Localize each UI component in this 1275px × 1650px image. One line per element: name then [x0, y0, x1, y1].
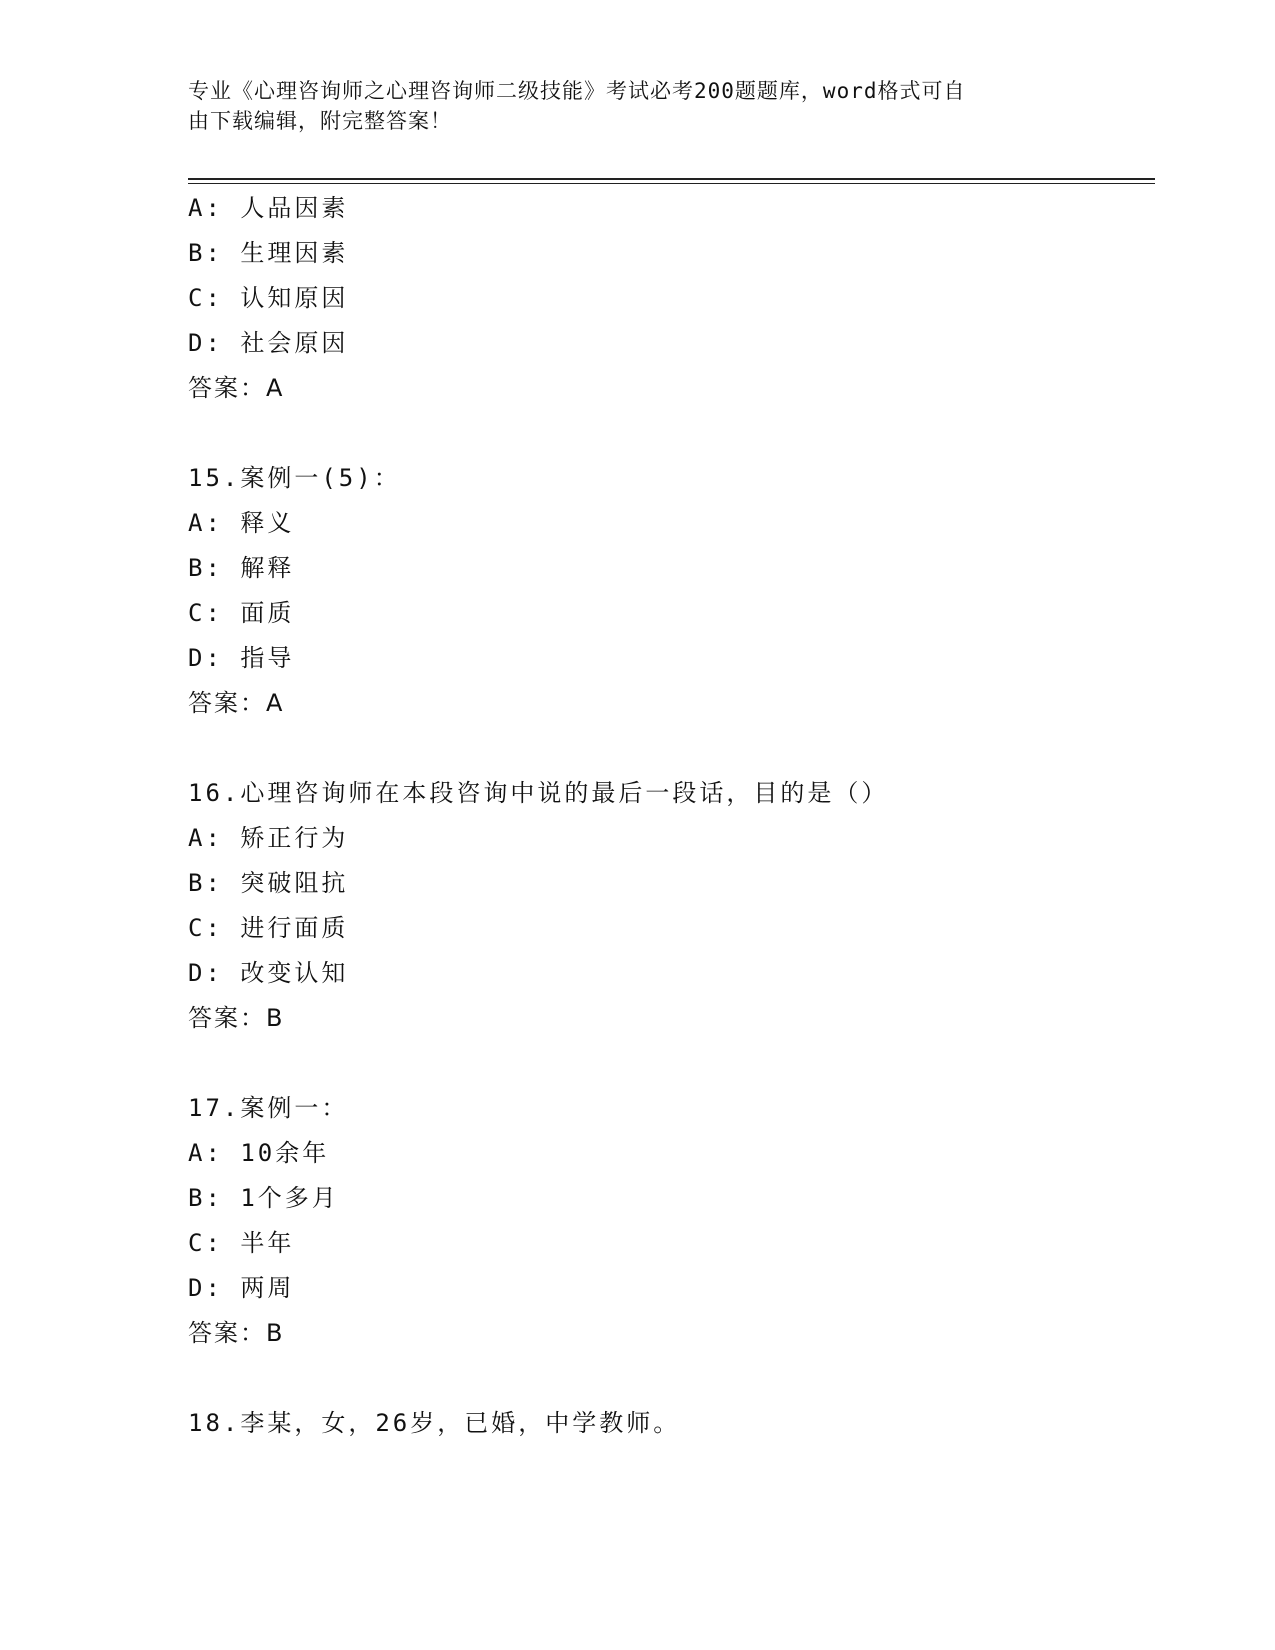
q15-option-c: C: 面质 — [188, 599, 295, 627]
q16-option-c: C: 进行面质 — [188, 914, 349, 942]
header-divider-thick — [188, 178, 1155, 180]
q15-title: 15.案例一(5)： — [188, 464, 401, 492]
q14-option-a: A: 人品因素 — [188, 194, 349, 222]
q17-option-b: B: 1个多月 — [188, 1184, 339, 1212]
q17-title: 17.案例一： — [188, 1094, 349, 1122]
q15-option-a: A: 释义 — [188, 509, 295, 537]
q14-option-b: B: 生理因素 — [188, 239, 349, 267]
q14-option-c: C: 认知原因 — [188, 284, 349, 312]
q16-option-d: D: 改变认知 — [188, 959, 349, 987]
q16-answer: 答案：B — [188, 1004, 285, 1032]
header-divider-thin — [188, 183, 1155, 184]
q14-answer: 答案：A — [188, 374, 285, 402]
q15-option-d: D: 指导 — [188, 644, 295, 672]
q16-option-a: A: 矫正行为 — [188, 824, 349, 852]
q17-answer: 答案：B — [188, 1319, 285, 1347]
q14-option-d: D: 社会原因 — [188, 329, 349, 357]
q16-title: 16.心理咨询师在本段咨询中说的最后一段话，目的是（） — [188, 779, 889, 807]
q16-option-b: B: 突破阻抗 — [188, 869, 349, 897]
q15-answer: 答案：A — [188, 689, 285, 717]
q17-option-a: A: 10余年 — [188, 1139, 330, 1167]
header-line-2: 由下载编辑，附完整答案！ — [188, 109, 452, 133]
document-header — [188, 76, 1068, 136]
q17-option-d: D: 两周 — [188, 1274, 295, 1302]
header-line-1: 专业《心理咨询师之心理咨询师二级技能》考试必考200题题库，word格式可自 — [188, 79, 966, 103]
q18-title: 18.李某，女，26岁，已婚，中学教师。 — [188, 1409, 681, 1437]
q15-option-b: B: 解释 — [188, 554, 295, 582]
q17-option-c: C: 半年 — [188, 1229, 295, 1257]
